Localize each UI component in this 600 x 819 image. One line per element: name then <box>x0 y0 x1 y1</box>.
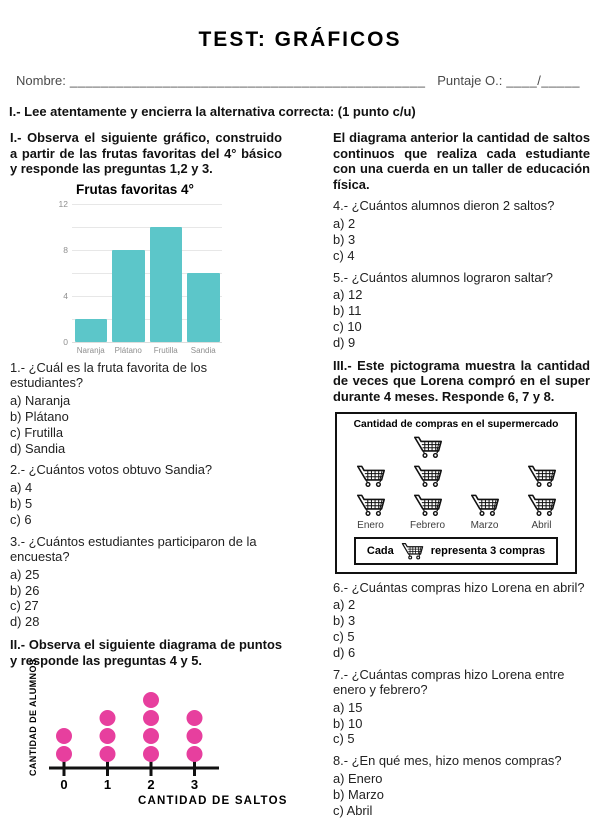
question-1-option-a: a) Naranja <box>10 392 71 408</box>
shopping-cart-icon <box>413 434 443 460</box>
question-7-option-a: a) 15 <box>333 699 363 715</box>
question-1-option-d: d) Sandia <box>10 440 66 456</box>
question-5-option-a: a) 12 <box>333 287 363 303</box>
question-4-option-a: a) 2 <box>333 215 356 231</box>
pictogram-column-Abril <box>513 434 570 518</box>
question-1: 1.- ¿Cuál es la fruta favorita de los estudiantes? <box>10 359 208 391</box>
dot-plot-row <box>28 659 282 794</box>
y-axis-tick-label: 0 <box>63 336 68 347</box>
shopping-cart-icon <box>401 541 424 561</box>
dot <box>187 710 203 726</box>
question-7-option-b: b) 10 <box>333 715 363 731</box>
name-label: Nombre: <box>16 73 66 88</box>
question-6: 6.- ¿Cuántas compras hizo Lorena en abril? <box>333 579 585 595</box>
right-column <box>333 126 590 819</box>
dot-plot-tick-label: 3 <box>190 777 199 793</box>
dot <box>143 692 159 708</box>
pictogram-columns <box>342 434 570 518</box>
gridline <box>72 204 222 205</box>
x-axis-category-label: Frutilla <box>153 345 178 355</box>
pictogram-legend <box>354 537 558 565</box>
bar-Sandia <box>187 273 220 342</box>
question-2-option-b: b) 5 <box>10 495 33 511</box>
pictogram-column-Marzo <box>456 434 513 518</box>
question-8-option-b: b) Marzo <box>333 786 384 802</box>
y-axis-tick-label: 8 <box>63 244 68 255</box>
question-1-option-b: b) Plátano <box>10 408 69 424</box>
question-2-option-a: a) 4 <box>10 479 33 495</box>
dot-plot-x-axis-label: CANTIDAD DE SALTOS <box>138 795 288 808</box>
pictogram-title: Cantidad de compras en el supermercado <box>353 418 559 430</box>
question-6-option-d: d) 6 <box>333 644 356 660</box>
left-intro: I.- Observa el siguiente gráfico, construido a partir de las frutas favoritas del 4° básico y responde las preguntas 1,2 y 3. <box>10 130 282 177</box>
question-3-option-b: b) 26 <box>10 582 40 598</box>
section-3-header: III.- Este pictograma muestra la cantidad de veces que Lorena compró en el super durante 4 meses. Responde 6, 7 y 8. <box>333 357 590 404</box>
dot <box>187 728 203 744</box>
dot <box>100 710 116 726</box>
question-3-option-a: a) 25 <box>10 566 40 582</box>
question-2: 2.- ¿Cuántos votos obtuvo Sandia? <box>10 462 213 478</box>
left-column <box>10 126 288 819</box>
y-axis-tick-label: 4 <box>63 290 68 301</box>
dot <box>100 746 116 762</box>
section-1-instructions: I.- Lee atentamente y encierra la alternativa correcta: (1 punto c/u) <box>9 104 416 119</box>
y-axis-tick-label: 12 <box>58 198 68 209</box>
dot-plot-tick-label: 1 <box>103 777 112 793</box>
dot-plot-svg <box>40 690 240 794</box>
question-5-option-d: d) 9 <box>333 334 356 350</box>
pictogram-month-label: Enero <box>357 519 384 531</box>
shopping-cart-icon <box>527 463 557 489</box>
pictogram-column-Enero <box>342 434 399 518</box>
dot <box>56 728 72 744</box>
shopping-cart-icon <box>470 492 500 518</box>
pictogram-month-label: Marzo <box>470 519 499 531</box>
question-8-option-a: a) Enero <box>333 770 383 786</box>
question-5: 5.- ¿Cuántos alumnos lograron saltar? <box>333 269 553 285</box>
bar-chart <box>50 181 282 355</box>
worksheet-page <box>0 28 600 818</box>
page-title: TEST: GRÁFICOS <box>198 28 402 51</box>
question-1-option-c: c) Frutilla <box>10 424 63 440</box>
name-score-row <box>16 73 580 88</box>
dot <box>143 710 159 726</box>
score-label: Puntaje O.: <box>437 73 503 88</box>
question-5-option-c: c) 10 <box>333 318 362 334</box>
shopping-cart-icon <box>527 492 557 518</box>
bar-Frutilla <box>150 227 183 342</box>
pictogram <box>335 412 577 574</box>
question-8: 8.- ¿En qué mes, hizo menos compras? <box>333 753 562 769</box>
question-2-option-c: c) 6 <box>10 511 32 527</box>
pictogram-legend-row <box>342 537 570 565</box>
name-field <box>16 73 425 88</box>
x-axis-category-label: Sandia <box>190 345 216 355</box>
dot <box>56 746 72 762</box>
question-6-option-c: c) 5 <box>333 628 355 644</box>
gridline <box>72 250 222 251</box>
dot <box>100 728 116 744</box>
pictogram-month-labels <box>342 520 570 531</box>
question-3-option-d: d) 28 <box>10 614 40 630</box>
question-8-option-c: c) Abril <box>333 802 373 818</box>
pictogram-column-Febrero <box>399 434 456 518</box>
question-7: 7.- ¿Cuántas compras hizo Lorena entre enero y febrero? <box>333 666 565 698</box>
right-intro: El diagrama anterior la cantidad de saltos continuos que realiza cada estudiante con una cuerda en un taller de educación física. <box>333 130 590 192</box>
question-6-option-b: b) 3 <box>333 612 356 628</box>
legend-suffix: representa 3 compras <box>430 544 546 557</box>
question-3: 3.- ¿Cuántos estudiantes participaron de la encuesta? <box>10 533 257 565</box>
two-column-layout <box>0 126 600 819</box>
name-blank-line[interactable]: ______________________________________________ <box>69 73 426 88</box>
shopping-cart-icon <box>413 463 443 489</box>
score-blank-line[interactable]: ____/_____ <box>506 73 580 88</box>
pictogram-month-label: Febrero <box>409 519 445 531</box>
bar-Plátano <box>112 250 145 342</box>
pictogram-month-label: Abril <box>531 519 552 531</box>
dot-plot <box>10 659 288 808</box>
dot-plot-tick-label: 2 <box>147 777 155 793</box>
shopping-cart-icon <box>356 463 386 489</box>
section-2-header: II.- Observa el siguiente diagrama de puntos y responde las preguntas 4 y 5. <box>10 637 282 668</box>
question-4: 4.- ¿Cuántos alumnos dieron 2 saltos? <box>333 198 555 214</box>
shopping-cart-icon <box>413 492 443 518</box>
question-5-option-b: b) 11 <box>333 303 362 318</box>
question-3-option-c: c) 27 <box>10 598 39 614</box>
bar-Naranja <box>75 319 108 342</box>
question-7-option-c: c) 5 <box>333 731 355 747</box>
shopping-cart-icon <box>356 492 386 518</box>
gridline <box>72 227 222 228</box>
dot <box>187 746 203 762</box>
dot <box>143 746 159 762</box>
question-4-option-c: c) 4 <box>333 247 355 263</box>
score-field <box>437 73 580 88</box>
dot <box>143 728 159 744</box>
x-axis-category-label: Plátano <box>114 345 142 355</box>
legend-prefix: Cada <box>366 544 394 557</box>
dot-plot-tick-label: 0 <box>60 777 68 793</box>
x-axis-category-label: Naranja <box>76 345 105 355</box>
dot-plot-y-axis-label: CANTIDAD DE ALUMNOS <box>28 659 38 777</box>
bar-chart-title: Frutas favoritas 4° <box>76 181 194 197</box>
question-4-option-b: b) 3 <box>333 231 356 247</box>
bar-chart-plot <box>58 198 222 355</box>
question-6-option-a: a) 2 <box>333 597 356 612</box>
